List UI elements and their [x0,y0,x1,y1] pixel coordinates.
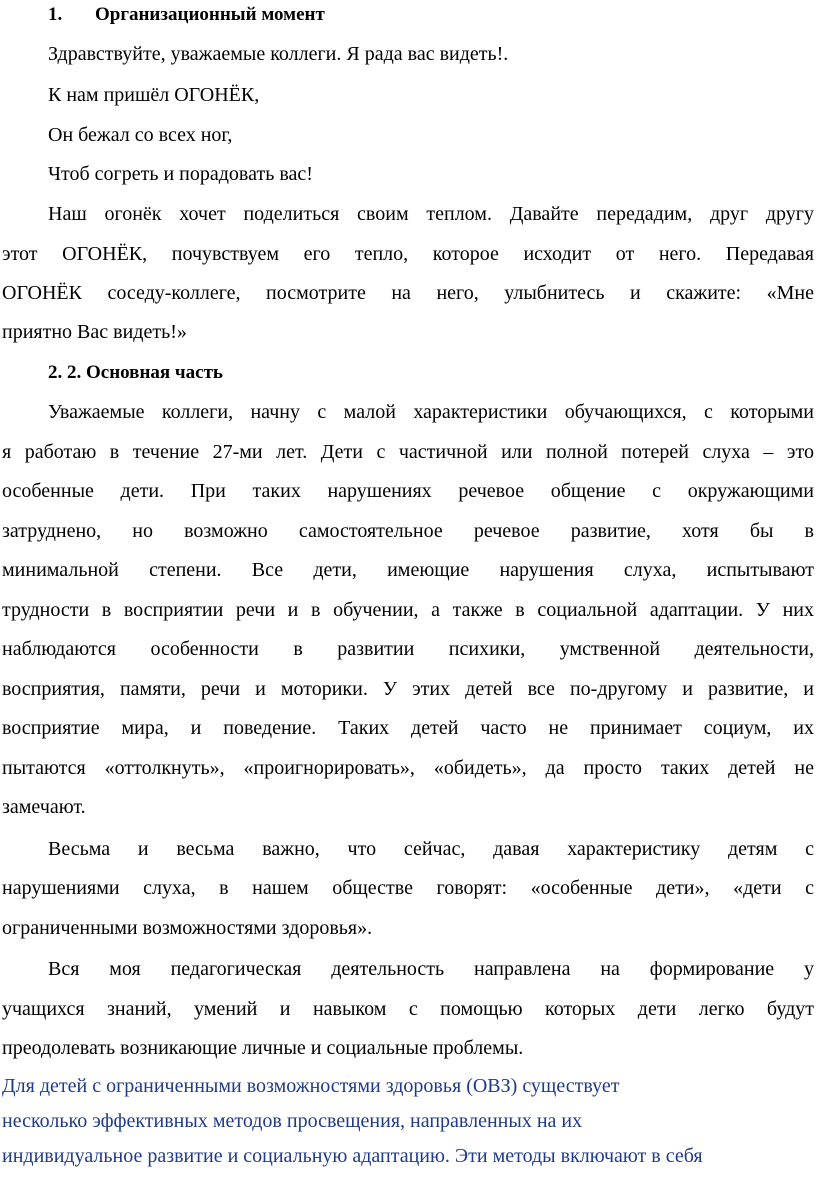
paragraph-line: восприятия, памяти, речи и моторики. У этих детей все по-другому и развитие, и [2,678,814,700]
section-1-title: Организационный момент [95,4,325,25]
paragraph-line: трудности в восприятии речи и в обучении, а также в социальной адаптации. У них [2,599,814,621]
blue-paragraph-line: индивидуальное развитие и социальную адаптацию. Эти методы включают в себя [2,1145,703,1167]
paragraph-line: пытаются «оттолкнуть», «проигнорировать», «обидеть», да просто таких детей не [2,757,814,779]
paragraph-line: преодолевать возникающие личные и социальные проблемы. [2,1037,524,1059]
poem-line-3: Чтоб согреть и порадовать вас! [48,163,313,185]
paragraph-line: восприятие мира, и поведение. Таких детей часто не принимает социум, их [2,717,814,739]
paragraph-line: приятно Вас видеть!» [2,321,187,343]
poem-line-2: Он бежал со всех ног, [48,124,233,146]
paragraph-line: ограниченными возможностями здоровья». [2,917,373,939]
paragraph-line: нарушениями слуха, в нашем обществе говорят: «особенные дети», «дети с [2,877,814,899]
paragraph-line: Вся моя педагогическая деятельность направлена на формирование у [48,958,814,980]
paragraph-line: особенные дети. При таких нарушениях речевое общение с окружающими [2,480,814,502]
paragraph-line: наблюдаются особенности в развитии психики, умственной деятельности, [2,638,814,660]
paragraph-line: учащихся знаний, умений и навыком с помощью которых дети легко будут [2,998,814,1020]
section-2-heading: 2. 2. Основная часть [48,362,223,383]
section-1-number: 1. [48,4,63,25]
paragraph-line: замечают. [2,796,86,818]
paragraph-line: Наш огонёк хочет поделиться своим теплом. Давайте передадим, друг другу [48,203,814,225]
paragraph-line: я работаю в течение 27-ми лет. Дети с частичной или полной потерей слуха – это [2,441,814,463]
blue-paragraph-line: несколько эффективных методов просвещения, направленных на их [2,1110,583,1132]
section-1-heading [48,2,325,28]
paragraph-line: затруднено, но возможно самостоятельное речевое развитие, хотя бы в [2,520,814,542]
paragraph-line: ОГОНЁК соседу-коллеге, посмотрите на него, улыбнитесь и скажите: «Мне [2,282,814,304]
blue-paragraph-line: Для детей с ограниченными возможностями здоровья (ОВЗ) существует [2,1075,620,1097]
paragraph-line: этот ОГОНЁК, почувствуем его тепло, которое исходит от него. Передавая [2,243,814,265]
paragraph-line: минимальной степени. Все дети, имеющие нарушения слуха, испытывают [2,559,814,581]
paragraph-line: Весьма и весьма важно, что сейчас, давая характеристику детям с [48,838,814,860]
poem-line-1: К нам пришёл ОГОНЁК, [48,84,260,106]
greeting-line: Здравствуйте, уважаемые коллеги. Я рада вас видеть!. [48,43,509,65]
paragraph-line: Уважаемые коллеги, начну с малой характеристики обучающихся, с которыми [48,401,814,423]
